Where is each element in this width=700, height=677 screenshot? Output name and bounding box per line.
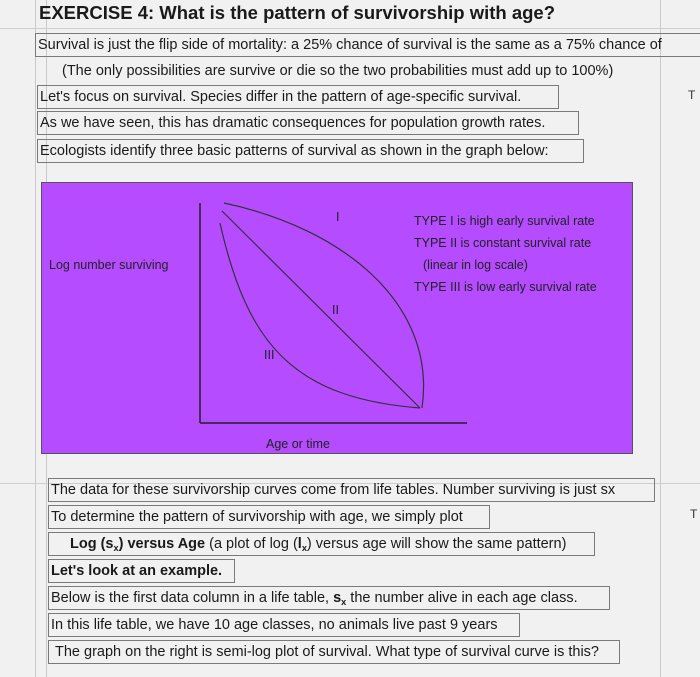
bold-text: s (333, 590, 342, 606)
subscript: x (301, 543, 307, 554)
edge-mark: T (690, 507, 698, 521)
body-line: The data for these survivorship curves come from life tables. Number surviving is just sx (51, 482, 616, 498)
type-ii-line (222, 211, 420, 408)
subscript: x (341, 597, 347, 608)
type-i-curve (224, 203, 424, 408)
legend-line: (linear in log scale) (423, 258, 528, 272)
legend-line: TYPE III is low early survival rate (414, 280, 597, 294)
grid-row-line (0, 28, 700, 29)
intro-line: Ecologists identify three basic patterns of survival as shown in the graph below: (40, 143, 549, 159)
text: ) versus age will show the same pattern) (306, 536, 567, 552)
bold-text: Log (s (70, 536, 114, 552)
intro-line: (The only possibilities are survive or die so the two probabilities must add up to 100%) (62, 63, 614, 79)
legend-line: TYPE I is high early survival rate (414, 214, 595, 228)
curve-label-ii: II (332, 303, 339, 317)
body-line: Let's look at an example. (51, 563, 223, 579)
text: (a plot of log ( (205, 536, 298, 552)
survivorship-chart (41, 182, 633, 454)
intro-line: Let's focus on survival. Species differ in the pattern of age-specific survival. (40, 89, 522, 105)
chart-svg (42, 183, 632, 453)
body-line: In this life table, we have 10 age classes, no animals live past 9 years (51, 617, 498, 633)
type-iii-curve (220, 223, 420, 408)
intro-line: Survival is just the flip side of mortality: a 25% chance of survival is the same as a 75% chance of (38, 37, 662, 53)
x-axis-label: Age or time (266, 437, 330, 451)
y-axis-label: Log number surviving (49, 258, 169, 272)
legend-line: TYPE II is constant survival rate (414, 236, 592, 250)
edge-mark: T (688, 88, 696, 102)
subscript: x (113, 543, 119, 554)
grid-column-line (35, 0, 36, 677)
body-line (70, 534, 566, 558)
body-line: Below is the first data column in a life table, $s_x$ the number alive in each age class. (51, 590, 578, 608)
body-line: The graph on the right is semi-log plot of survival. What type of survival curve is this? (55, 644, 599, 660)
page-title: EXERCISE 4: What is the pattern of survivorship with age? (39, 2, 556, 23)
bold-text: l (297, 536, 302, 552)
body-line: To determine the pattern of survivorship with age, we simply plot (51, 509, 463, 525)
grid-column-line (660, 0, 661, 677)
curve-label-i: I (336, 210, 340, 224)
bold-text: ) versus Age (118, 536, 206, 552)
intro-line: As we have seen, this has dramatic consequences for population growth rates. (40, 115, 546, 131)
curve-label-iii: III (264, 348, 275, 362)
